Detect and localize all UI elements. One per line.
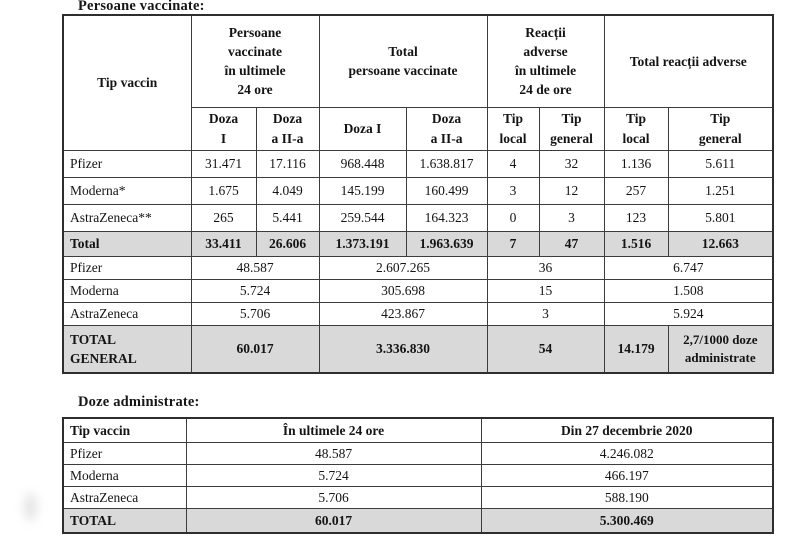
subheader-doza2-total: Doza a II-a (406, 107, 487, 150)
value-cell: 6.747 (604, 256, 773, 279)
value-cell: 1.675 (191, 177, 256, 204)
value-cell: 31.471 (191, 150, 256, 177)
header-row-groups (63, 15, 773, 107)
subheader-tip-general-total: Tip general (668, 107, 773, 150)
value-cell: 4 (487, 150, 539, 177)
subheader-doza2-24h: Doza a II-a (256, 107, 319, 150)
total-general-label: TOTAL GENERAL (63, 325, 191, 373)
value-cell: 5.924 (604, 302, 773, 325)
value-cell: 1.251 (668, 177, 773, 204)
section2-title: Doze administrate: (78, 394, 200, 410)
header-row (63, 418, 773, 442)
value-cell: 164.323 (406, 204, 487, 231)
vaccine-label: AstraZeneca** (63, 204, 191, 231)
vaccine-label: AstraZeneca (63, 302, 191, 325)
value-cell: 265 (191, 204, 256, 231)
header-group-total-reactions: Total reacții adverse (604, 15, 773, 107)
total-value-cell: 1.516 (604, 231, 668, 256)
value-cell: 36 (487, 256, 604, 279)
row-astrazeneca-doses (63, 302, 773, 325)
scan-artifact (24, 493, 37, 521)
header-group-total-vaccinated: Total persoane vaccinate (319, 15, 487, 107)
total-value-cell: 1.963.639 (406, 231, 487, 256)
total-general-value-cell: 60.017 (191, 325, 319, 373)
header-group-reactions-24h: Reacții adverse în ultimele 24 de ore (487, 15, 604, 107)
value-cell: 48.587 (186, 442, 481, 464)
value-cell: 423.867 (319, 302, 487, 325)
value-cell: 4.246.082 (481, 442, 773, 464)
header-tip-vaccin: Tip vaccin (63, 15, 191, 150)
value-cell: 4.049 (256, 177, 319, 204)
subheader-tip-general-24h: Tip general (539, 107, 604, 150)
vaccine-label: Moderna (63, 464, 186, 486)
section1-title: Persoane vaccinate: (78, 0, 205, 14)
value-cell: 0 (487, 204, 539, 231)
total-label: Total (63, 231, 191, 256)
row-total (63, 508, 773, 533)
row-moderna (63, 464, 773, 486)
total-general-value-cell: 3.336.830 (319, 325, 487, 373)
value-cell: 160.499 (406, 177, 487, 204)
value-cell: 259.544 (319, 204, 406, 231)
total-value-cell: 7 (487, 231, 539, 256)
vaccine-label: AstraZeneca (63, 486, 186, 508)
header-tip-vaccin: Tip vaccin (63, 418, 186, 442)
row-moderna (63, 177, 773, 204)
value-cell: 3 (539, 204, 604, 231)
header-last-24h: În ultimele 24 ore (186, 418, 481, 442)
subheader-tip-local-total: Tip local (604, 107, 668, 150)
value-cell: 3 (487, 177, 539, 204)
total-value-cell: 1.373.191 (319, 231, 406, 256)
row-pfizer (63, 442, 773, 464)
total-value-cell: 33.411 (191, 231, 256, 256)
vaccine-label: Moderna* (63, 177, 191, 204)
doze-administrate-table (62, 417, 774, 534)
total-general-value-cell: 14.179 (604, 325, 668, 373)
total-value-cell: 5.300.469 (481, 508, 773, 533)
rate-note-cell: 2,7/1000 doze administrate (668, 325, 773, 373)
total-value-cell: 26.606 (256, 231, 319, 256)
value-cell: 145.199 (319, 177, 406, 204)
value-cell: 1.638.817 (406, 150, 487, 177)
total-general-value-cell: 54 (487, 325, 604, 373)
total-label: TOTAL (63, 508, 186, 533)
vaccine-label: Pfizer (63, 442, 186, 464)
value-cell: 5.724 (191, 279, 319, 302)
total-value-cell: 47 (539, 231, 604, 256)
value-cell: 5.611 (668, 150, 773, 177)
value-cell: 17.116 (256, 150, 319, 177)
value-cell: 305.698 (319, 279, 487, 302)
row-total (63, 231, 773, 256)
value-cell: 466.197 (481, 464, 773, 486)
value-cell: 2.607.265 (319, 256, 487, 279)
value-cell: 5.801 (668, 204, 773, 231)
value-cell: 1.508 (604, 279, 773, 302)
value-cell: 1.136 (604, 150, 668, 177)
total-value-cell: 60.017 (186, 508, 481, 533)
value-cell: 968.448 (319, 150, 406, 177)
value-cell: 588.190 (481, 486, 773, 508)
value-cell: 5.441 (256, 204, 319, 231)
row-total-general (63, 325, 773, 373)
total-value-cell: 12.663 (668, 231, 773, 256)
header-group-vaccinated-24h: Persoane vaccinate în ultimele 24 ore (191, 15, 319, 107)
value-cell: 5.724 (186, 464, 481, 486)
row-pfizer-doses (63, 256, 773, 279)
value-cell: 3 (487, 302, 604, 325)
vaccine-label: Pfizer (63, 150, 191, 177)
value-cell: 257 (604, 177, 668, 204)
value-cell: 15 (487, 279, 604, 302)
subheader-doza1-total: Doza I (319, 107, 406, 150)
value-cell: 32 (539, 150, 604, 177)
value-cell: 5.706 (186, 486, 481, 508)
header-since-date: Din 27 decembrie 2020 (481, 418, 773, 442)
value-cell: 48.587 (191, 256, 319, 279)
value-cell: 123 (604, 204, 668, 231)
value-cell: 5.706 (191, 302, 319, 325)
row-pfizer (63, 150, 773, 177)
subheader-tip-local-24h: Tip local (487, 107, 539, 150)
row-moderna-doses (63, 279, 773, 302)
vaccine-label: Pfizer (63, 256, 191, 279)
row-astrazeneca (63, 204, 773, 231)
vaccine-label: Moderna (63, 279, 191, 302)
value-cell: 12 (539, 177, 604, 204)
subheader-doza1-24h: Doza I (191, 107, 256, 150)
persoane-vaccinate-table (62, 14, 774, 374)
row-astrazeneca (63, 486, 773, 508)
